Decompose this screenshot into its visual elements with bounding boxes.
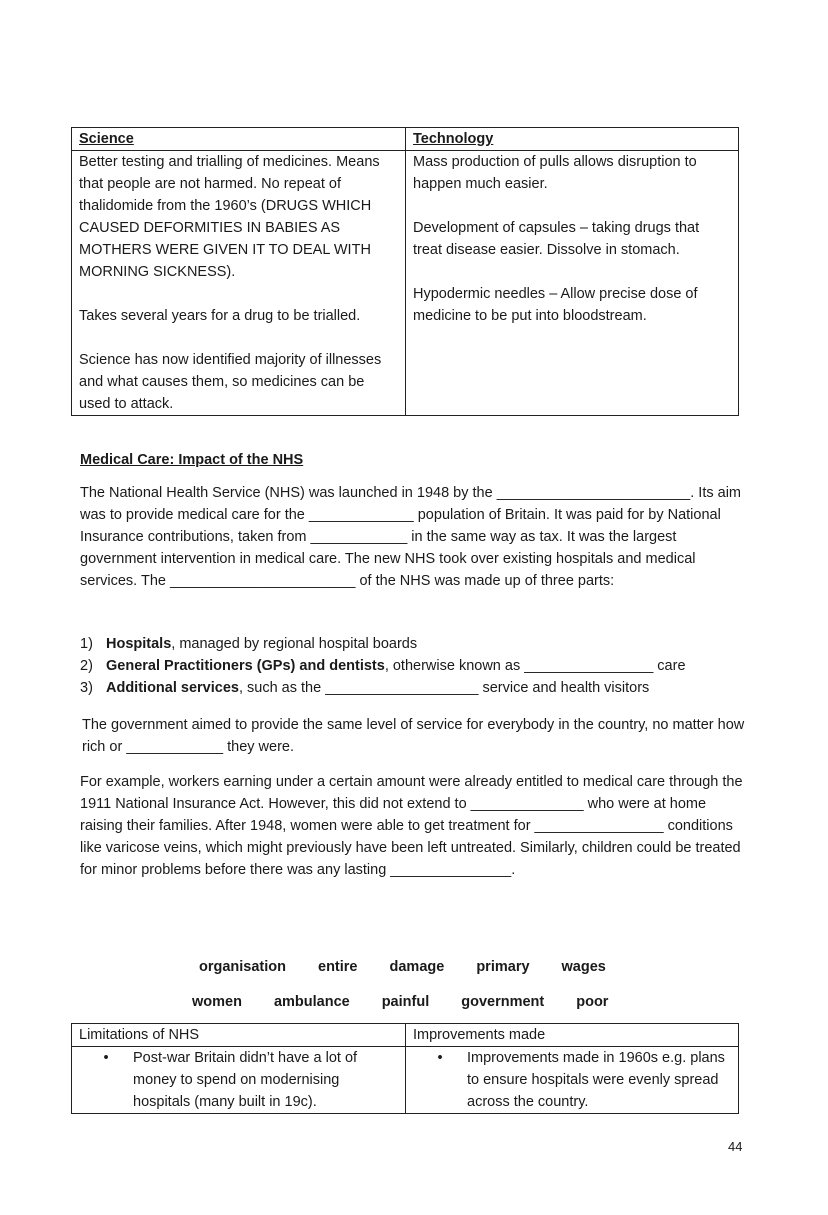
science-header: Science [72, 128, 406, 151]
list-item [80, 655, 748, 677]
word-bank-item: primary [476, 959, 530, 975]
list-text: , otherwise known as ________________ care [384, 658, 686, 674]
nhs-paragraph-2: The government aimed to provide the same level of service for everybody in the country, no matter how rich or ____________ they were. [82, 717, 745, 755]
word-bank-item: wages [561, 959, 606, 975]
list-number: 1) [80, 636, 93, 652]
list-bold-term: General Practitioners (GPs) and dentists [106, 658, 385, 674]
list-item [80, 677, 748, 699]
list-item [80, 633, 748, 655]
science-cell [72, 151, 406, 416]
technology-point-1: Mass production of pulls allows disruption to happen much easier. [413, 154, 697, 192]
nhs-paragraph-1: The National Health Service (NHS) was launched in 1948 by the ________________________. Its aim was to provide medical care for the _____________ population of Britain. It was paid for by National Insurance contributions, taken from ____________ in the same way as tax. It was the largest government intervention in medical care. The new NHS took over existing hospitals and medical services. The _______________________ of the NHS was made up of three parts: [80, 485, 741, 589]
word-bank-item: organisation [199, 959, 287, 975]
word-bank-row-2 [192, 991, 608, 1013]
limitations-header: Limitations of NHS [72, 1024, 406, 1047]
word-bank-item: poor [576, 994, 609, 1010]
word-bank-item: entire [318, 959, 358, 975]
word-bank-item: women [192, 994, 242, 1010]
list-number: 3) [80, 680, 93, 696]
science-point-3: Science has now identified majority of illnesses and what causes them, so medicines can be used to attack. [79, 352, 382, 412]
technology-point-3: Hypodermic needles – Allow precise dose of medicine to be put into bloodstream. [413, 286, 698, 324]
list-number: 2) [80, 658, 93, 674]
science-technology-table [71, 127, 739, 416]
improvements-cell [406, 1047, 739, 1114]
improvements-header: Improvements made [406, 1024, 739, 1047]
science-point-2: Takes several years for a drug to be trialled. [79, 308, 361, 324]
word-bank-row-1 [199, 956, 606, 978]
technology-header: Technology [406, 128, 739, 151]
list-text: , such as the ___________________ service and health visitors [238, 680, 650, 696]
limitations-improvements-table [71, 1023, 739, 1114]
word-bank-item: government [461, 994, 545, 1010]
word-bank-item: ambulance [273, 994, 350, 1010]
list-bold-term: Hospitals [106, 636, 172, 652]
section-title: Medical Care: Impact of the NHS [80, 452, 304, 468]
science-point-1: Better testing and trialling of medicines. Means that people are not harmed. No repeat of thalidomide from the 1960’s (DRUGS WHICH CAUSED DEFORMITIES IN BABIES AS MOTHERS WERE GIVEN IT TO DEAL WITH MORNING SICKNESS). [79, 154, 380, 280]
page-number: 44 [728, 1139, 743, 1154]
nhs-parts-list [80, 633, 748, 699]
bullet-icon: • [437, 1050, 443, 1066]
nhs-paragraph-3: For example, workers earning under a certain amount were already entitled to medical care through the 1911 National Insurance Act. However, this did not extend to ______________ who were at home raising their families. After 1948, women were able to get treatment for ________________ conditions like varicose veins, which might previously have been left untreated. Similarly, children could be treated for minor problems before there was any lasting _______________. [80, 774, 743, 878]
limitations-cell [72, 1047, 406, 1114]
limitation-item: Post-war Britain didn’t have a lot of money to spend on modernising hospitals (many built in 19c). [133, 1050, 358, 1110]
bullet-icon: • [103, 1050, 109, 1066]
technology-point-2: Development of capsules – taking drugs that treat disease easier. Dissolve in stomach. [413, 220, 700, 258]
list-bold-term: Additional services [106, 680, 239, 696]
word-bank-item: painful [381, 994, 430, 1010]
list-text: , managed by regional hospital boards [171, 636, 418, 652]
word-bank-item: damage [389, 959, 445, 975]
improvement-item: Improvements made in 1960s e.g. plans to ensure hospitals were evenly spread across the country. [467, 1050, 725, 1110]
technology-cell [406, 151, 739, 416]
